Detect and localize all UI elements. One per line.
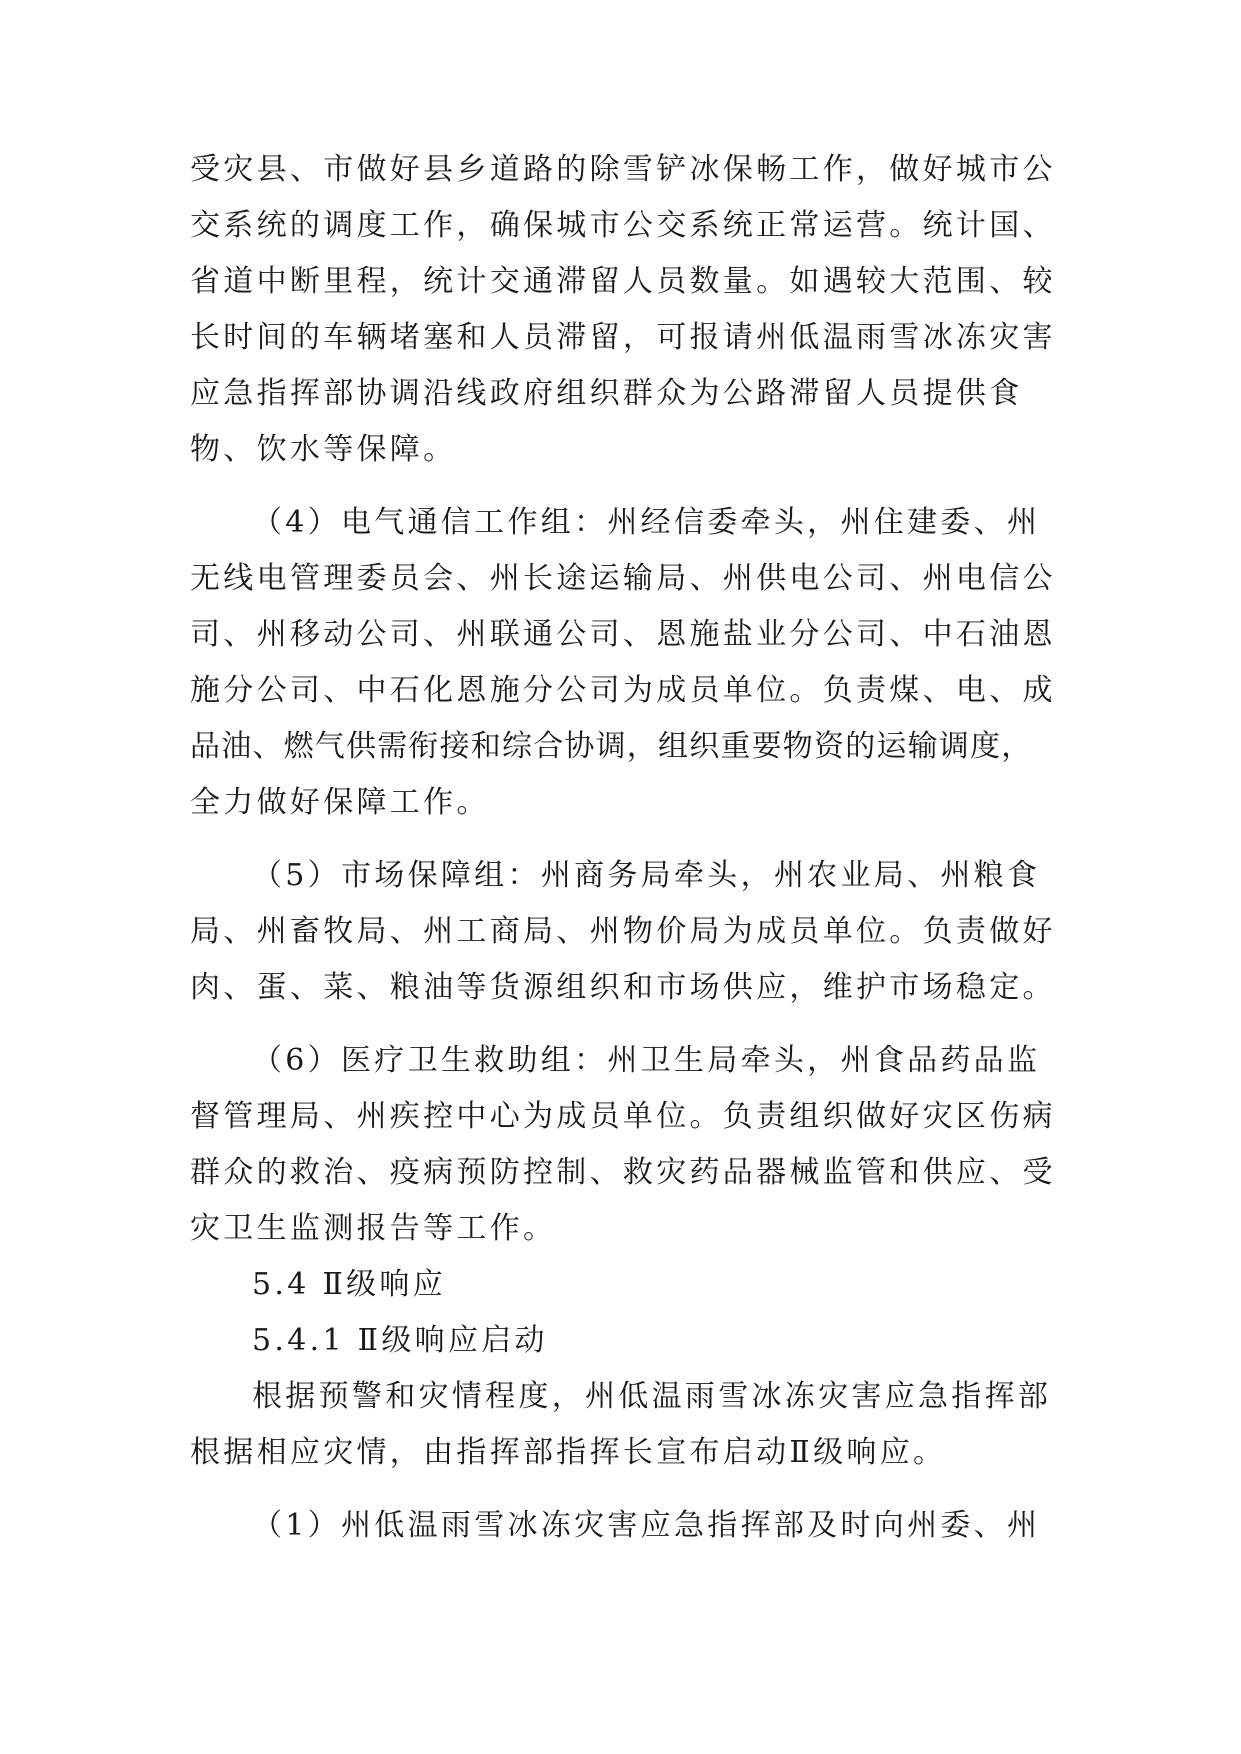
text-line: 物、饮水等保障。 xyxy=(190,432,457,467)
text-line: 群众的救治、疫病预防控制、救灾药品器械监管和供应、受 xyxy=(190,1155,1056,1190)
subsection-heading: 5.4.1 Ⅱ级响应启动 xyxy=(252,1323,548,1358)
text-line: 交系统的调度工作，确保城市公交系统正常运营。统计国、 xyxy=(190,208,1056,243)
text-line: 肉、蛋、菜、粮油等货源组织和市场供应，维护市场稳定。 xyxy=(190,970,1056,1005)
text-line: 全力做好保障工作。 xyxy=(190,785,490,820)
text-line: 局、州畜牧局、州工商局、州物价局为成员单位。负责做好 xyxy=(190,914,1056,949)
text-line: 督管理局、州疾控中心为成员单位。负责组织做好灾区伤病 xyxy=(190,1099,1056,1134)
text-line: 根据相应灾情，由指挥部指挥长宣布启动Ⅱ级响应。 xyxy=(190,1435,947,1470)
text-line: 受灾县、市做好县乡道路的除雪铲冰保畅工作，做好城市公 xyxy=(190,152,1056,187)
text-line: 根据预警和灾情程度，州低温雨雪冰冻灾害应急指挥部 xyxy=(252,1379,1052,1414)
text-line: 品油、燃气供需衔接和综合协调，组织重要物资的运输调度， xyxy=(190,729,1033,764)
text-line: （4）电气通信工作组：州经信委牵头，州住建委、州 xyxy=(252,505,1041,540)
text-line: （1）州低温雨雪冰冻灾害应急指挥部及时向州委、州 xyxy=(252,1508,1041,1543)
text-line: 无线电管理委员会、州长途运输局、州供电公司、州电信公 xyxy=(190,561,1056,596)
text-line: （6）医疗卫生救助组：州卫生局牵头，州食品药品监 xyxy=(252,1043,1041,1078)
text-line: 应急指挥部协调沿线政府组织群众为公路滞留人员提供食 xyxy=(190,376,1023,411)
section-heading: 5.4 Ⅱ级响应 xyxy=(252,1267,447,1302)
text-line: 施分公司、中石化恩施分公司为成员单位。负责煤、电、成 xyxy=(190,673,1056,708)
text-line: 长时间的车辆堵塞和人员滞留，可报请州低温雨雪冰冻灾害 xyxy=(190,320,1056,355)
text-line: （5）市场保障组：州商务局牵头，州农业局、州粮食 xyxy=(252,858,1041,893)
text-line: 司、州移动公司、州联通公司、恩施盐业分公司、中石油恩 xyxy=(190,617,1056,652)
text-line: 灾卫生监测报告等工作。 xyxy=(190,1211,557,1246)
text-line: 省道中断里程，统计交通滞留人员数量。如遇较大范围、较 xyxy=(190,264,1056,299)
